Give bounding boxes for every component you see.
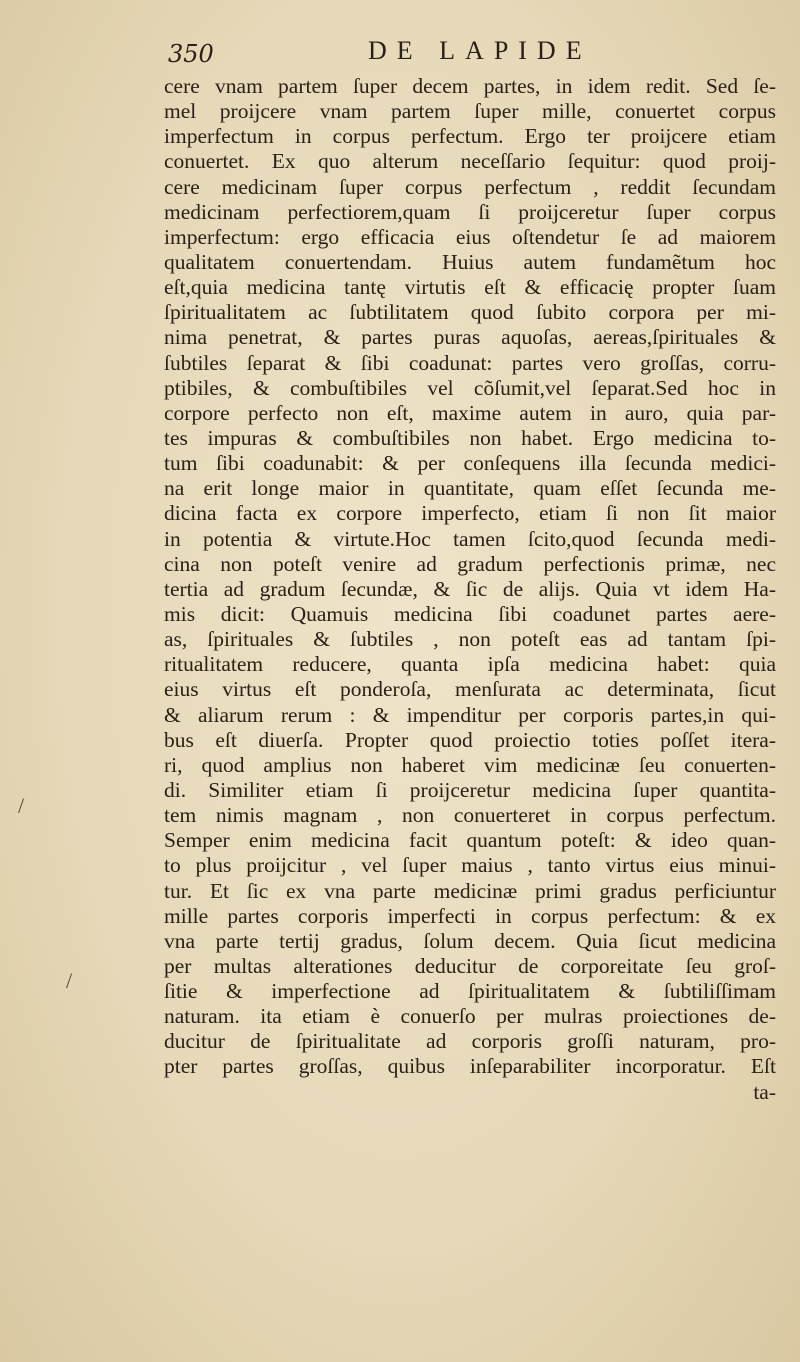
page-number: 350: [168, 40, 214, 68]
text-line: ſitie & imperfectione ad ſpiritualitatem & ſubtiliſſimam: [164, 979, 776, 1004]
text-line: tur. Et ſic ex vna parte medicinæ primi gradus perficiuntur: [164, 878, 776, 903]
catchword: ta-: [753, 1079, 776, 1104]
text-line: as, ſpirituales & ſubtiles , non poteſt eas ad tantam ſpi-: [164, 627, 776, 652]
text-line: naturam. ita etiam è conuerſo per mulras proiectiones de-: [164, 1004, 776, 1029]
text-line: ri, quod amplius non haberet vim medicinæ ſeu conuerten-: [164, 752, 776, 777]
text-line: medicinam perfectiorem,quam ſi proijceretur ſuper corpus: [164, 199, 776, 224]
text-line: qualitatem conuertendam. Huius autem fundamẽtum hoc: [164, 249, 776, 274]
text-line: conuertet. Ex quo alterum neceſſario ſequitur: quod proij-: [164, 149, 776, 174]
text-line: tem nimis magnam , non conuerteret in corpus perfectum.: [164, 803, 776, 828]
text-line: ptibiles, & combuſtibiles vel cõſumit,vel ſeparat.Sed hoc in: [164, 375, 776, 400]
text-line: mille partes corporis imperfecti in corpus perfectum: & ex: [164, 903, 776, 928]
page-header: [168, 36, 768, 76]
running-title: DE LAPIDE: [368, 36, 592, 65]
text-line: mis dicit: Quamuis medicina ſibi coadunet partes aere-: [164, 601, 776, 626]
text-line: na erit longe maior in quantitate, quam eſſet ſecunda me-: [164, 476, 776, 501]
text-line: di. Similiter etiam ſi proijceretur medicina ſuper quantita-: [164, 777, 776, 802]
text-line: ſubtiles ſeparat & ſibi coadunat: partes vero groſſas, corru-: [164, 350, 776, 375]
text-line: & aliarum rerum : & impenditur per corporis partes,in qui-: [164, 702, 776, 727]
text-line: in potentia & virtute.Hoc tamen ſcito,quod ſecunda medi-: [164, 526, 776, 551]
text-line: pter partes groſſas, quibus inſeparabiliter incorporatur. Eſt: [164, 1054, 776, 1079]
text-line: tum ſibi coadunabit: & per conſequens illa ſecunda medici-: [164, 451, 776, 476]
text-line: to plus proijcitur , vel ſuper maius , tanto virtus eius minui-: [164, 853, 776, 878]
text-line: nima penetrat, & partes puras aquoſas, aereas,ſpirituales &: [164, 325, 776, 350]
text-line: tertia ad gradum ſecundæ, & ſic de alijs. Quia vt idem Ha-: [164, 576, 776, 601]
text-line: imperfectum in corpus perfectum. Ergo ter proijcere etiam: [164, 124, 776, 149]
text-line: ritualitatem reducere, quanta ipſa medicina habet: quia: [164, 652, 776, 677]
text-line: eſt,quia medicina tantę virtutis eſt & efficacię propter ſuam: [164, 275, 776, 300]
text-line: eius virtus eſt ponderoſa, menſurata ac determinata, ſicut: [164, 677, 776, 702]
text-line: ducitur de ſpiritualitate ad corporis groſſi naturam, pro-: [164, 1029, 776, 1054]
text-line: vna parte tertij gradus, ſolum decem. Quia ſicut medicina: [164, 928, 776, 953]
text-line: corpore perfecto non eſt, maxime autem in auro, quia par-: [164, 400, 776, 425]
text-line: mel proijcere vnam partem ſuper mille, conuertet corpus: [164, 99, 776, 124]
text-line: cere medicinam ſuper corpus perfectum , reddit ſecundam: [164, 174, 776, 199]
text-line: tes impuras & combuſtibiles non habet. Ergo medicina to-: [164, 425, 776, 450]
text-line: dicina facta ex corpore imperfecto, etiam ſi non ſit maior: [164, 501, 776, 526]
text-line: bus eſt diuerſa. Propter quod proiectio toties poſſet itera-: [164, 727, 776, 752]
margin-mark: /: [66, 968, 73, 993]
text-line: ſpiritualitatem ac ſubtilitatem quod ſubito corpora per mi-: [164, 300, 776, 325]
text-line: per multas alterationes deducitur de corporeitate ſeu groſ-: [164, 953, 776, 978]
text-line: cina non poteſt venire ad gradum perfectionis primæ, nec: [164, 551, 776, 576]
text-line: Semper enim medicina facit quantum poteſt: & ideo quan-: [164, 828, 776, 853]
text-line: cere vnam partem ſuper decem partes, in idem redit. Sed ſe-: [164, 74, 776, 98]
text-line: imperfectum: ergo efficacia eius oſtendetur ſe ad maiorem: [164, 224, 776, 249]
margin-mark: /: [18, 793, 25, 818]
body-text: [164, 74, 776, 1105]
